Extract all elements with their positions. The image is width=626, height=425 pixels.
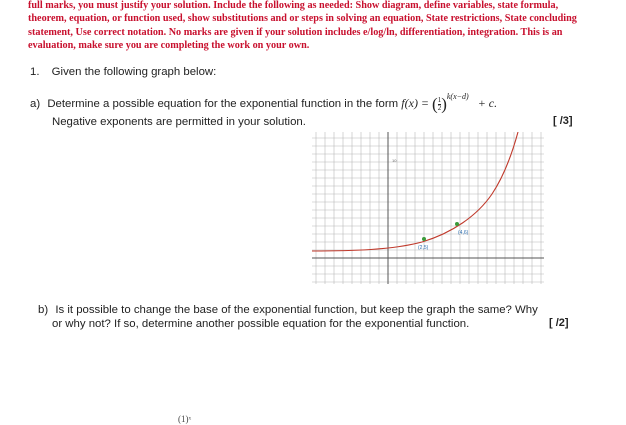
point-label-2-5: (2,5) — [418, 245, 429, 251]
part-a-line-1 — [30, 92, 498, 114]
paren-open: ( — [432, 94, 438, 114]
fraction-numerator: 1 — [437, 95, 442, 104]
equation-tail: + c. — [477, 96, 498, 110]
point-label-4-6: (4,6) — [458, 230, 469, 236]
paren-close: ) — [441, 94, 447, 114]
exponential-graph — [312, 132, 544, 284]
question-1 — [30, 65, 216, 79]
instructions-text: full marks, you must justify your solution. Include the following as needed: Show diagram, define variables, state formula, theorem, equation, or function used, show substitutions and or steps in solving an equation, State restrictions, State concluding statement, Use correct notation. No marks are given if your solution includes e/log/ln, differentiation, integration. This is an evaluation, make sure you are completing the work on your own. — [28, 0, 577, 51]
equation — [401, 92, 498, 114]
part-b-text: Is it possible to change the base of the exponential function, but keep the graph the same? Why — [55, 304, 538, 316]
graph-grid — [312, 132, 544, 284]
question-prompt: Given the following graph below: — [51, 66, 217, 78]
equation-lhs: f(x) = — [401, 96, 430, 110]
point-marker-2-5 — [422, 237, 426, 241]
part-a-marks: [ /3] — [553, 115, 573, 127]
part-b-line-1 — [38, 303, 538, 317]
part-a-line-2: Negative exponents are permitted in your solution. — [52, 116, 306, 128]
axis-label-top: 10 — [392, 158, 397, 163]
part-b-label: b) — [38, 304, 49, 316]
part-a-text: Determine a possible equation for the exponential function in the form — [47, 98, 399, 110]
question-number: 1. — [30, 66, 40, 78]
part-b-line-2: or why not? If so, determine another possible equation for the exponential function. — [52, 318, 470, 330]
part-a-label: a) — [30, 98, 41, 110]
fraction-denominator: 2 — [437, 103, 442, 112]
cutoff-equation-fragment: (1)ˣ — [178, 414, 192, 424]
part-b-marks: [ /2] — [549, 317, 569, 329]
point-marker-4-6 — [455, 222, 459, 226]
equation-exponent: k(x−d) — [446, 92, 469, 101]
